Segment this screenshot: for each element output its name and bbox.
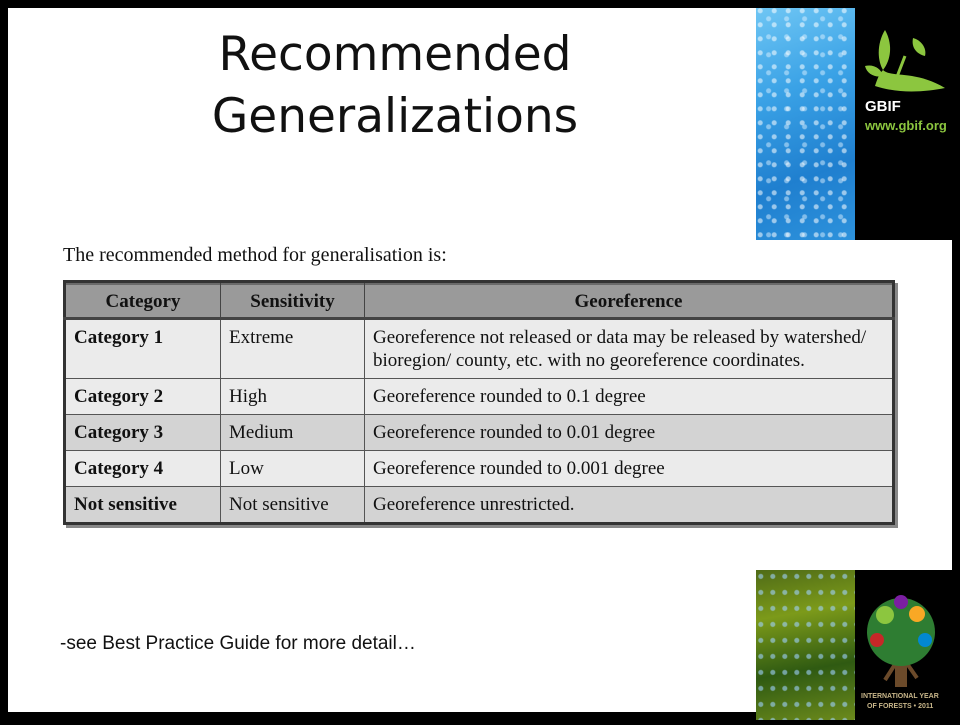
iyf-logo bbox=[855, 570, 960, 720]
table-row bbox=[65, 451, 894, 487]
gbif-logo-url: www.gbif.org bbox=[865, 118, 947, 133]
georeference-cell: Georeference not released or data may be released by watershed/ bioregion/ county, etc. with no georeference coordinates. bbox=[365, 319, 894, 379]
category-cell: Category 4 bbox=[65, 451, 221, 487]
table-row bbox=[65, 487, 894, 524]
gbif-logo bbox=[855, 8, 960, 240]
table-row bbox=[65, 319, 894, 379]
slide-title bbox=[150, 24, 640, 148]
sensitivity-cell: High bbox=[221, 379, 365, 415]
header-sensitivity: Sensitivity bbox=[221, 282, 365, 319]
footnote-text: -see Best Practice Guide for more detail… bbox=[60, 633, 416, 654]
table-row bbox=[65, 379, 894, 415]
header-georeference: Georeference bbox=[365, 282, 894, 319]
iyf-logo-line1: INTERNATIONAL YEAR bbox=[861, 693, 939, 700]
sensitivity-cell: Medium bbox=[221, 415, 365, 451]
sensitivity-cell: Extreme bbox=[221, 319, 365, 379]
category-cell: Category 2 bbox=[65, 379, 221, 415]
category-cell: Category 3 bbox=[65, 415, 221, 451]
document-excerpt bbox=[52, 240, 912, 570]
spiderweb-photo bbox=[756, 8, 855, 240]
category-cell: Not sensitive bbox=[65, 487, 221, 524]
georeference-cell: Georeference rounded to 0.001 degree bbox=[365, 451, 894, 487]
intro-text: The recommended method for generalisation is: bbox=[63, 244, 447, 266]
title-line-2: Generalizations bbox=[211, 89, 579, 144]
leaf-icon bbox=[913, 38, 926, 56]
sensitivity-cell: Not sensitive bbox=[221, 487, 365, 524]
leaf-icon bbox=[879, 30, 890, 70]
georeference-cell: Georeference rounded to 0.1 degree bbox=[365, 379, 894, 415]
category-cell: Category 1 bbox=[65, 319, 221, 379]
sensitivity-cell: Low bbox=[221, 451, 365, 487]
grass-dew-photo bbox=[756, 570, 855, 720]
iyf-logo-line2: OF FORESTS • 2011 bbox=[867, 703, 934, 710]
georeference-cell: Georeference rounded to 0.01 degree bbox=[365, 415, 894, 451]
gbif-logo-name: GBIF bbox=[865, 98, 901, 115]
table-header-row bbox=[65, 282, 894, 319]
title-line-1: Recommended bbox=[218, 27, 572, 82]
generalization-table bbox=[63, 280, 895, 525]
header-category: Category bbox=[65, 282, 221, 319]
georeference-cell: Georeference unrestricted. bbox=[365, 487, 894, 524]
table-row bbox=[65, 415, 894, 451]
